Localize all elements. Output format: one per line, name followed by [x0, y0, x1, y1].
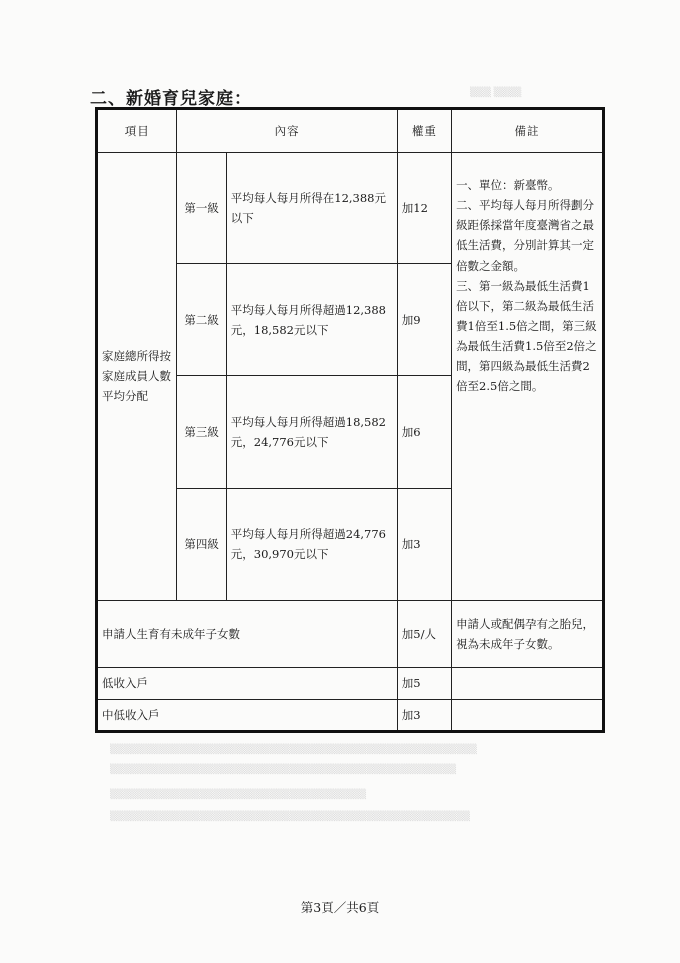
bleed-through: ▒▒▒▒▒▒▒▒▒▒▒▒▒▒▒▒▒▒▒▒▒▒▒▒▒▒▒▒▒▒▒▒▒▒▒▒▒▒▒▒▒▒▒▒▒▒▒▒▒▒▒▒	[110, 812, 470, 822]
page-footer: 第3頁／共6頁	[300, 900, 380, 915]
income-category: 家庭總所得按家庭成員人數平均分配	[97, 153, 177, 601]
level-name: 第四級	[177, 488, 226, 600]
mid-low-income-weight: 加3	[397, 699, 451, 731]
mid-low-income-row	[97, 699, 604, 731]
bleed-through: ▒▒▒▒▒▒▒▒▒▒▒▒▒▒▒▒▒▒▒▒▒▒▒▒▒▒▒▒▒▒▒▒▒▒▒▒▒▒▒▒▒▒▒▒▒▒▒▒▒▒	[110, 765, 457, 775]
level-name: 第三級	[177, 376, 226, 488]
low-income-weight: 加5	[397, 667, 451, 699]
table-header-row	[97, 109, 604, 153]
level-content: 平均每人每月所得超過12,388元，18,582元以下	[226, 264, 397, 376]
bleed-through: ▒▒▒▒▒▒▒▒▒▒▒▒▒▒▒▒▒▒▒▒▒▒▒▒▒▒▒▒▒▒▒▒▒▒▒▒▒▒▒▒▒▒▒▒▒▒▒▒▒▒▒▒▒	[110, 745, 477, 755]
header-content: 內容	[177, 109, 397, 153]
scoring-table	[95, 107, 605, 733]
level-weight: 加6	[397, 376, 451, 488]
children-weight: 加5/人	[397, 600, 451, 667]
children-row	[97, 600, 604, 667]
header-item: 項目	[97, 109, 177, 153]
bleed-through: ▒▒▒▒▒▒▒▒▒▒▒▒▒▒▒▒▒▒▒▒▒▒▒▒▒▒▒▒▒▒▒▒▒▒▒▒▒	[110, 790, 367, 800]
mid-low-income-label: 中低收入戶	[97, 699, 398, 731]
remark-item: 三、第一級為最低生活費1倍以下，第二級為最低生活費1倍至1.5倍之間，第三級為最低生活費1.5倍至2倍之間，第四級為最低生活費2倍至2.5倍之間。	[456, 278, 597, 394]
level-weight: 加3	[397, 488, 451, 600]
children-remark: 申請人或配偶孕有之胎兒，視為未成年子女數。	[452, 600, 604, 667]
level-weight: 加9	[397, 264, 451, 376]
remark-item: 一、單位：新臺幣。	[456, 178, 560, 193]
level-name: 第一級	[177, 153, 226, 264]
table-row	[97, 153, 604, 264]
income-remarks	[452, 153, 604, 601]
header-remarks: 備註	[452, 109, 604, 153]
level-name: 第二級	[177, 264, 226, 376]
section-heading: 二、新婚育兒家庭：	[90, 89, 252, 109]
mid-low-income-remark	[452, 699, 604, 731]
low-income-row	[97, 667, 604, 699]
low-income-label: 低收入戶	[97, 667, 398, 699]
low-income-remark	[452, 667, 604, 699]
level-content: 平均每人每月所得超過24,776元，30,970元以下	[226, 488, 397, 600]
level-content: 平均每人每月所得超過18,582元，24,776元以下	[226, 376, 397, 488]
level-weight: 加12	[397, 153, 451, 264]
header-weight: 權重	[397, 109, 451, 153]
bleed-through: ▒▒▒ ▒▒▒▒	[470, 88, 522, 98]
level-content: 平均每人每月所得在12,388元以下	[226, 153, 397, 264]
children-label: 申請人生育有未成年子女數	[97, 600, 398, 667]
remark-item: 二、平均每人每月所得劃分級距係採當年度臺灣省之最低生活費，分別計算其一定倍數之金額。	[456, 198, 595, 273]
